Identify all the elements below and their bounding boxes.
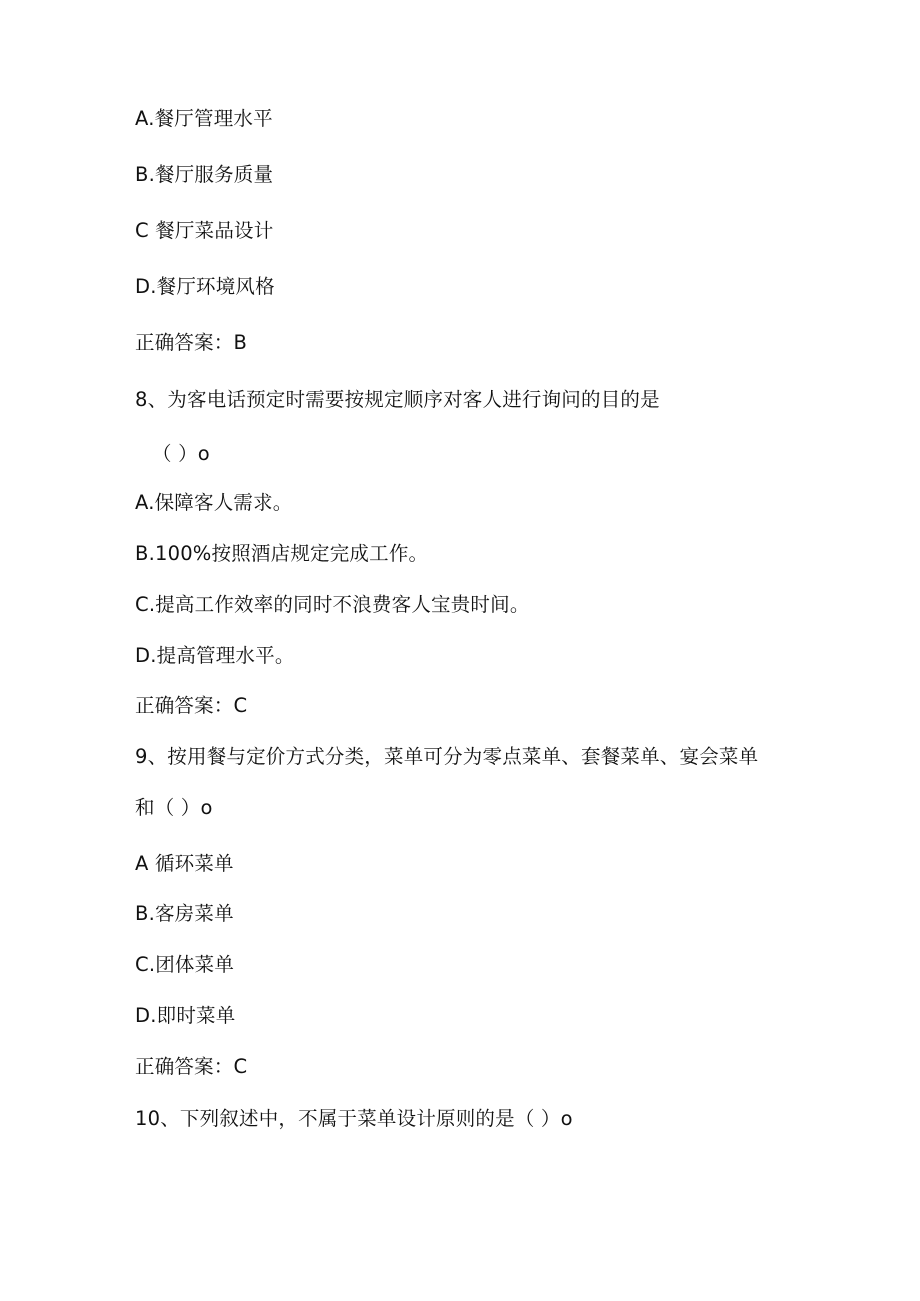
q8-question: 8、为客电话预定时需要按规定顺序对客人进行询问的目的是	[135, 388, 660, 411]
q9-question: 9、按用餐与定价方式分类，菜单可分为零点菜单、套餐菜单、宴会菜单	[135, 745, 759, 768]
q9-option-c: C.团体菜单	[135, 953, 235, 976]
q7-option-b: B.餐厅服务质量	[135, 163, 274, 186]
q8-blank: （ ）o	[152, 442, 210, 465]
q9-option-b: B.客房菜单	[135, 902, 234, 925]
q7-option-d: D.餐厅环境风格	[135, 275, 275, 298]
q7-option-c: C 餐厅菜品设计	[135, 219, 274, 242]
q9-question-cont: 和（ ）o	[135, 796, 213, 819]
q8-option-a: A.保障客人需求。	[135, 491, 293, 514]
q8-option-d: D.提高管理水平。	[135, 644, 295, 667]
q9-option-a: A 循环菜单	[135, 852, 234, 875]
q9-option-d: D.即时菜单	[135, 1004, 236, 1027]
q7-answer: 正确答案：B	[135, 331, 248, 354]
q8-option-c: C.提高工作效率的同时不浪费客人宝贵时间。	[135, 593, 530, 616]
q9-answer: 正确答案：C	[135, 1055, 248, 1078]
q8-option-b: B.100%按照酒店规定完成工作。	[135, 542, 429, 565]
q8-answer: 正确答案：C	[135, 694, 248, 717]
q7-option-a: A.餐厅管理水平	[135, 107, 273, 130]
q10-question: 10、下列叙述中，不属于菜单设计原则的是（ ）o	[135, 1107, 573, 1130]
